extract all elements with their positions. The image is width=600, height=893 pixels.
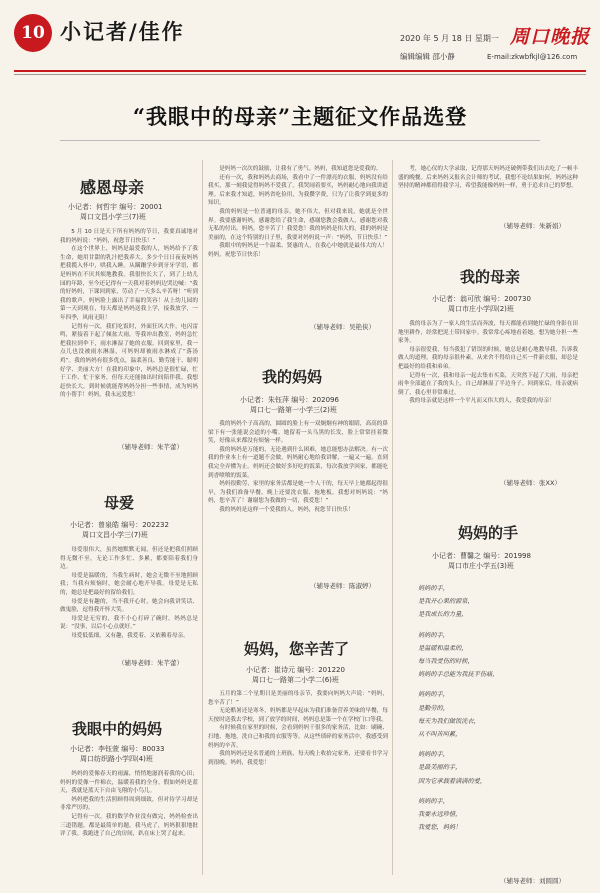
article-school: 周口七一路第二小学二(6)班: [252, 676, 339, 684]
header-rule-thin: [14, 74, 586, 75]
page-number-badge: 10: [14, 14, 52, 52]
poem-line: 因为它承载着满满的爱，: [418, 777, 487, 785]
article-author: 小记者：曹馨之 编号：201998: [432, 552, 531, 560]
article-body: [60, 546, 198, 646]
paragraph: 还有一次，我和妈妈去商场，我看中了一件漂亮的衣服，妈妈没有给我买，那一刻我觉得妈妈不爱我了。我哭闹着要买，妈妈耐心地向我讲道理。后来我才知道，妈妈省吃俭用，为我攒学费，只为了让我学到更多的知识。: [208, 174, 388, 207]
article-teacher: （辅导老师：刘圆圆）: [500, 877, 565, 885]
paragraph: 母爱是有趣的，当不我开心时，她会向我讲笑话、做鬼脸，逗得我开怀大笑。: [60, 598, 198, 614]
paragraph: 妈妈很勤劳，家里的家务活都是她一个人干的，每天早上她都起得很早，为我们准备早餐，晚上还要洗衣服、拖地板。我想对妈妈说：“妈妈，您辛苦了！谢谢您为我做的一切，我爱您！”: [208, 481, 388, 505]
paragraph: 在这个世界上，妈妈是最爱我的人，妈妈给予了我生命，她用甘甜的乳汁把我养大。多少个日日夜夜妈妈把我揽入怀中，哄我入睡。从蹒跚学步到牙牙学语，都是妈妈在不厌其烦地教我。我很快长大了，到了上幼儿园的年龄，至今还记得有一天我对着妈妈边哭边喊：“我的好妈妈，下课回到家，劳动了一天多么辛苦呀！”听到我的歌声，妈妈脸上露出了幸福的笑容！从上幼儿园的第一天到现在，每天都是妈妈送我上学，接我放学，一年四季，风雨无阻！: [60, 246, 198, 321]
article-title: 妈妈的手: [458, 524, 519, 542]
brand-logo: 周口晚报: [510, 26, 591, 48]
header-rule: [14, 70, 586, 72]
paragraph: 记得有一次，我的数学作业没有做完，妈妈检查出三道错题，都是最简单的题，我马虎了，妈妈狠狠地批评了我。我跑进了自己的房间，趴在床上哭了起来。: [60, 813, 198, 838]
article-school: 周口纺织路小学四(4)班: [80, 755, 153, 763]
paragraph: 妈妈的爱像春天的雨露，悄悄地滋润着我的心田；妈妈的爱像一件棉衣，温暖着我的全身。假如妈妈是蓝天，我就是蓝天下自由飞翔的小鸟儿。: [60, 771, 198, 795]
paragraph: 我的妈妈是万能的，无论遇到什么困难，她总能想办法解决。有一次我的作业本上有一道题不会做，妈妈耐心地给我讲解，一遍又一遍，直到我完全弄懂为止。妈妈还会做好多好吃的饭菜，每次我放学回家，都能吃到香喷喷的饭菜。: [208, 446, 388, 479]
paragraph: 有时候我在家里的时候，会看到妈妈干很多的家务活，比如：刷碗、扫地、拖地，洗自己和我的衣服等等。从这些琐碎的家务活中，我感受到妈妈的辛苦。: [208, 725, 388, 749]
paragraph: 母爱很伟大，虽然她默默无闻，但还是把我们照顾得无微不至，无论工作多忙、多累，都要陪着我们身边。: [60, 547, 198, 571]
stanza-gap: [400, 681, 578, 688]
article-teacher: （辅导老师：陈淑婷）: [310, 582, 375, 590]
paragraph: 我的妈妈还是名普通的上班族，每天晚上收拾完家务，还要看书学习到很晚。妈妈，我爱您！: [208, 751, 388, 766]
article-school: 周口文昌小学三(7)班: [82, 531, 148, 539]
paragraph: 我的妈妈个子高高的，圆圆的脸上有一双炯炯有神的眼睛，高高的鼻梁下有一张能说会道的小嘴。她留着一头乌黑的长发，脸上常常挂着微笑，好像从来都没有烦恼一样。: [208, 421, 388, 445]
article-teacher: （辅导老师：张XX）: [500, 479, 561, 487]
article-title: 感恩母亲: [80, 178, 145, 197]
contact-email: E-mail:zkwbfkjl@126.com: [487, 53, 578, 61]
stanza-gap: [400, 788, 578, 795]
article-author: 小记者：曾泉皓 编号：202232: [70, 521, 169, 529]
column-divider: [202, 160, 203, 875]
article-teacher: （辅导老师：朱芊蕾）: [118, 443, 183, 451]
article-title: 母爱: [104, 494, 135, 512]
issue-date: 2020 年 5 月 18 日 星期一: [400, 34, 499, 43]
poem-line: 是勤劳的，: [418, 704, 449, 712]
article-author: 小记者：何哲宇 编号：20001: [68, 203, 163, 211]
article-title: 我眼中的妈妈: [72, 720, 163, 738]
poem-line: 是我成长的力量，: [418, 611, 468, 619]
poem-line: 我爱您，妈妈！: [418, 824, 462, 832]
article-author: 小记者：崔诗元 编号：201220: [246, 666, 345, 674]
article-body-continued: [398, 165, 578, 215]
paragraph: 是妈妈一次次的鼓励，让我有了勇气。妈妈，我知道您是爱我的。: [219, 166, 382, 172]
poem-line: 妈妈的手，: [418, 797, 449, 805]
poem-line: 是最美丽的手，: [418, 764, 462, 772]
article-title: 我的母亲: [460, 268, 521, 286]
article-body: [208, 690, 388, 884]
poem-line: 是我开心果的源泉，: [418, 598, 474, 606]
article-title: 我的妈妈: [262, 368, 323, 386]
poem-line: 我要永远珍惜，: [418, 811, 462, 819]
poem-line: 每当我受伤的时候，: [418, 658, 474, 666]
article-body: [208, 420, 388, 568]
paragraph: 我的母亲就是这样一个平凡而又伟大的人，我爱我的母亲！: [409, 398, 555, 405]
article-school: 周口市庄小学五(3)班: [448, 562, 514, 570]
poem-line: 妈妈的手，: [418, 691, 449, 699]
title-rule: [60, 140, 540, 141]
poem-line: 妈妈的手，: [418, 631, 449, 639]
poem-line: 是温暖和温柔的，: [418, 644, 468, 652]
paragraph: 我眼中的妈妈是一个温柔、贤惠的人，在我心中她就是最伟大的人！妈妈，祝您节日快乐！: [208, 243, 388, 258]
paragraph: 妈妈把我的生活照顾得周到细致，但对待学习却是非常严厉的。: [60, 796, 198, 812]
paragraph: 我的妈妈是这样一个爱我的人。妈妈，祝您节日快乐！: [219, 506, 354, 513]
article-teacher: （辅导老师：朱芊蕾）: [118, 659, 183, 667]
article-author: 小记者：朱钰萍 编号：202096: [240, 396, 339, 404]
article-school: 周口文昌小学三(7)班: [80, 213, 146, 221]
paragraph: 记得有一次，我们吃饭时，外面狂风大作，电闪雷鸣，紧接着下起了倾盆大雨。等我冲出教室，妈妈急忙把我拉到伞下，雨水淋湿了她的衣服。回到家里，我一点儿也没被雨水淋湿，可妈妈却被雨水淋成了“落汤鸡”。我的妈妈有很多优点，温柔善良、勤劳能干、聪明好学、美丽大方！在我的印象中，妈妈总是很忙碌，忙于工作、忙于家务，但每天还能抽出时间陪伴我。我想赶快长大，到时候就能帮妈妈分担一些事情，成为妈妈的小帮手！妈妈，我永远爱您！: [60, 323, 198, 399]
article-title: 妈妈，您辛苦了: [244, 640, 350, 658]
paragraph: 母爱是温暖的，当我生病时，她会无微不至地照顾我；当我有烦恼时，她会耐心地开导我。母爱是无私的，她总是把最好的留给我们。: [60, 572, 198, 596]
section-name: 小记者/佳作: [60, 19, 185, 44]
article-body-continued: [208, 165, 388, 325]
article-teacher: （辅导老师：吴艳侠）: [310, 323, 375, 331]
poem-line: 妈妈的手，: [418, 751, 449, 759]
paragraph: 无论酷暑还是寒冬，妈妈都是早起床为我们准备营养美味的早餐，每天按时送我去学校，到了放学的时间，妈妈总是第一个在学校门口等我。: [208, 708, 388, 723]
paragraph: 我的母亲为了一家人的生活而奔波，每天都能看到她忙碌的身影在田地里耕作，经常把泥土带回家中。我常常心疼地看着她，想为她分担一些家务。: [398, 321, 578, 345]
paragraph: 考，她心仪的大学录取，记得那天妈妈还破例带我们出去吃了一顿丰盛的晚餐。后来妈妈又报名会计师的考试，我想不论结果如何，妈妈这种坚持的精神都值得我学习，希望我能像妈妈一样，勇于追求自己的梦想。: [398, 166, 578, 190]
article-body: [398, 320, 578, 470]
poem-line: 妈妈的手总能为我抚平伤痛，: [418, 671, 499, 679]
article-body: [60, 228, 198, 418]
poem-line: 每天为我们做饭洗衣，: [418, 717, 480, 725]
article-teacher: （辅导老师：朱新娟）: [500, 222, 565, 230]
editor-credit: 编辑编辑 邵小静: [400, 52, 455, 61]
article-school: 周口七一路第一小学三(2)班: [250, 406, 337, 414]
paragraph: 我的妈妈是一位普通的母亲，她不伟大，但对我来说，她就是全世界。我要感谢妈妈，感谢您给了我生命，感谢您教会我做人，感谢您对我无私的付出。妈妈，您辛苦了！我爱您！我的妈妈是伟大的，我的妈妈是美丽的，在这个特别的日子里，我要对妈妈说一声：“妈妈，节日快乐！”: [208, 208, 388, 241]
paragraph: 5 月 10 日是天下所有妈妈的节日，我要真诚地对我的妈妈说：“妈妈，祝您节日快乐！”: [60, 229, 198, 244]
column-divider: [392, 160, 393, 875]
article-author: 小记者：李钰萱 编号：80033: [70, 745, 165, 753]
article-author: 小记者：翁可欣 编号：200730: [432, 295, 531, 303]
poem-line: 从不叫苦叫累，: [418, 731, 462, 739]
article-school: 周口市庄小学四(2)班: [448, 305, 514, 313]
paragraph: 母亲很爱我，每当我犯了错误的时候，她总是耐心地教导我，告诉我做人的道理。我的母亲很朴素，从来舍不得给自己买一件新衣服，却总是把最好的给我和弟弟。: [398, 346, 578, 370]
feature-title: “我眼中的母亲”主题征文作品选登: [132, 104, 468, 129]
paragraph: 五月的第二个星期日是美丽的母亲节，我要向妈妈大声说：“妈妈，您辛苦了！”: [208, 691, 388, 706]
article-body: [60, 770, 198, 882]
paragraph: 母爱低低细，又有趣，我爱着、又依赖着母亲。: [71, 632, 189, 639]
stanza-gap: [400, 622, 578, 629]
poem-body: [400, 582, 578, 834]
stanza-gap: [400, 741, 578, 748]
poem-line: 妈妈的手，: [418, 585, 449, 592]
paragraph: 记得有一次，我和母亲一起去集市买菜，天突然下起了大雨，母亲把雨伞全部遮在了我的头上，自己却淋湿了半边身子。回到家后，母亲就病倒了，我心里非常难过。: [398, 372, 578, 396]
paragraph: 母爱是无穷的，我不小心打碎了碗时，妈妈总是说：“没事，以后小心点就好。”: [60, 615, 198, 631]
